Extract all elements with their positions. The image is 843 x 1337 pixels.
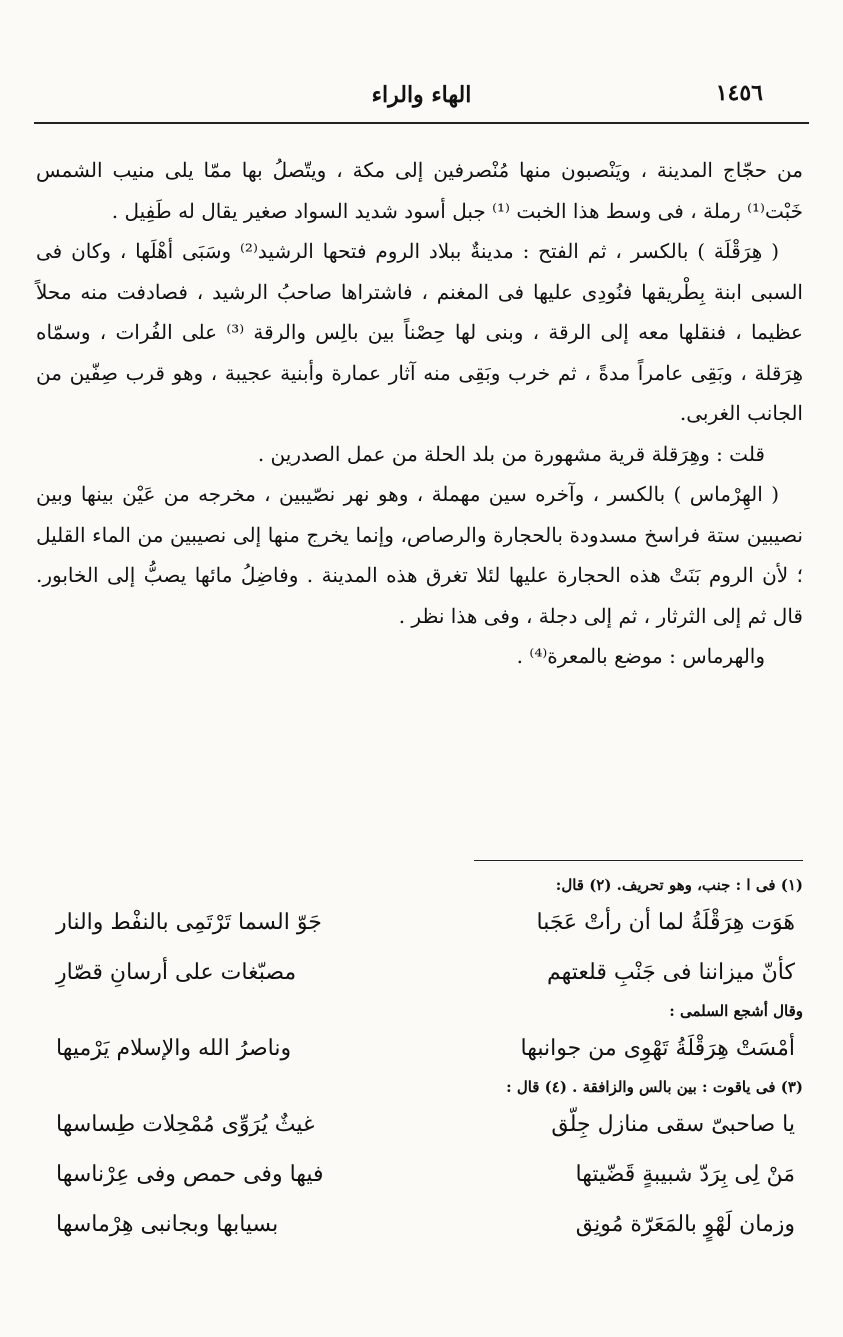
verse-line: [46, 1024, 803, 1074]
hemistich: مصبّغات على أرسانِ قصّارِ: [56, 960, 297, 985]
paragraph: قلت : وهِرَقلة قرية مشهورة من بلد الحلة من عمل الصدرين .: [257, 441, 765, 466]
hemistich: غيثٌ يُرَوِّى مُمْحِلات طِساسها: [56, 1112, 315, 1137]
hemistich: وناصرُ الله والإسلام يَرْميها: [56, 1036, 292, 1061]
page-header: [38, 80, 805, 116]
hemistich: هَوَت هِرَقْلَةُ لما أن رأتْ عَجَبا: [536, 910, 795, 935]
page-number: ١٤٥٦: [715, 80, 763, 106]
hemistich: فيها وفى حمص وفى عِرْناسها: [56, 1162, 324, 1187]
verse-line: [46, 1150, 803, 1200]
paragraph: والهرماس : موضع بالمعرة⁽⁴⁾ .: [516, 644, 765, 668]
hemistich: كأنّ ميزاننا فى جَنْبِ قلعتهم: [547, 960, 795, 985]
verse-line: [46, 1100, 803, 1150]
verse-line: [46, 898, 803, 948]
hemistich: مَنْ لِى بِرَدّ شبيبةٍ قَضّيتها: [575, 1162, 795, 1187]
footnote: وقال أشجع السلمى :: [669, 1002, 803, 1020]
running-title: الهاء والراء: [371, 82, 472, 108]
footnote: (١) فى ا : جنب، وهو تحريف. (٢) قال:: [555, 876, 803, 894]
footnote-rule: [474, 860, 803, 861]
main-text: [36, 150, 803, 677]
verse-line: [46, 1200, 803, 1250]
paragraph: من حجّاج المدينة ، ويَنْصبون منها مُنْصرفين إلى مكة ، ويتّصلُ بها ممّا يلى منيب الشمس خَبْت⁽¹⁾ رملة ، فى وسط هذا الخبت ⁽¹⁾ جبل أسود شديد السواد صغير يقال له طَفِيل .: [36, 158, 803, 223]
entry-hiraqla: ( هِرَقْلَة ) بالكسر ، ثم الفتح : مدينةٌ ببلاد الروم فتحها الرشيد⁽²⁾ وسَبَى أهْلَها ، وكان فى السبى ابنة بِطْريقها فنُودِى عليها فى المغنم ، فاشتراها صاحبُ الرشيد ، فصادفت منه محلاً عظيما ، فنقلها معه إلى الرقة ، وبنى لها حِصْناً بين بالِس والرقة ⁽³⁾ على الفُرات ، وسمّاه هِرَقلة ، وبَقِى عامراً مدةً ، ثم خرب وبَقِى منه آثار عمارة وأبنية عجيبة ، وهو قرب صِفّين من الجانب الغربى.: [36, 239, 803, 425]
footnotes: [46, 872, 803, 1250]
verse-line: [46, 948, 803, 998]
hemistich: جَوّ السما تَرْتَمِى بالنفْط والنار: [56, 910, 322, 935]
hemistich: أمْسَتْ هِرَقْلَةُ تَهْوِى من جوانبها: [520, 1036, 795, 1061]
hemistich: بسيابها وبجانبى هِرْماسها: [56, 1212, 279, 1237]
header-rule: [34, 122, 809, 124]
entry-hirmas: ( الهِرْماس ) بالكسر ، وآخره سين مهملة ، وهو نهر نصّيبين ، مخرجه من عَيْن بينها وبين نصيبين ستة فراسخ مسدودة بالحجارة والرصاص، وإنما يخرج منها إلى نصيبين من الماء القليل ؛ لأن الروم بَنَتْ هذه الحجارة عليها لئلا تغرق هذه المدينة . وفاضِلُ مائها يصبُّ إلى الخابور. قال ثم إلى الثرثار ، ثم إلى دجلة ، وفى هذا نظر .: [36, 482, 803, 628]
hemistich: يا صاحبىّ سقى منازل جِلّق: [551, 1112, 795, 1137]
footnote: (٣) فى ياقوت : بين بالس والزافقة . (٤) قال :: [506, 1078, 803, 1096]
hemistich: وزمان لَهْوٍ بالمَعَرّة مُونِق: [575, 1212, 795, 1237]
